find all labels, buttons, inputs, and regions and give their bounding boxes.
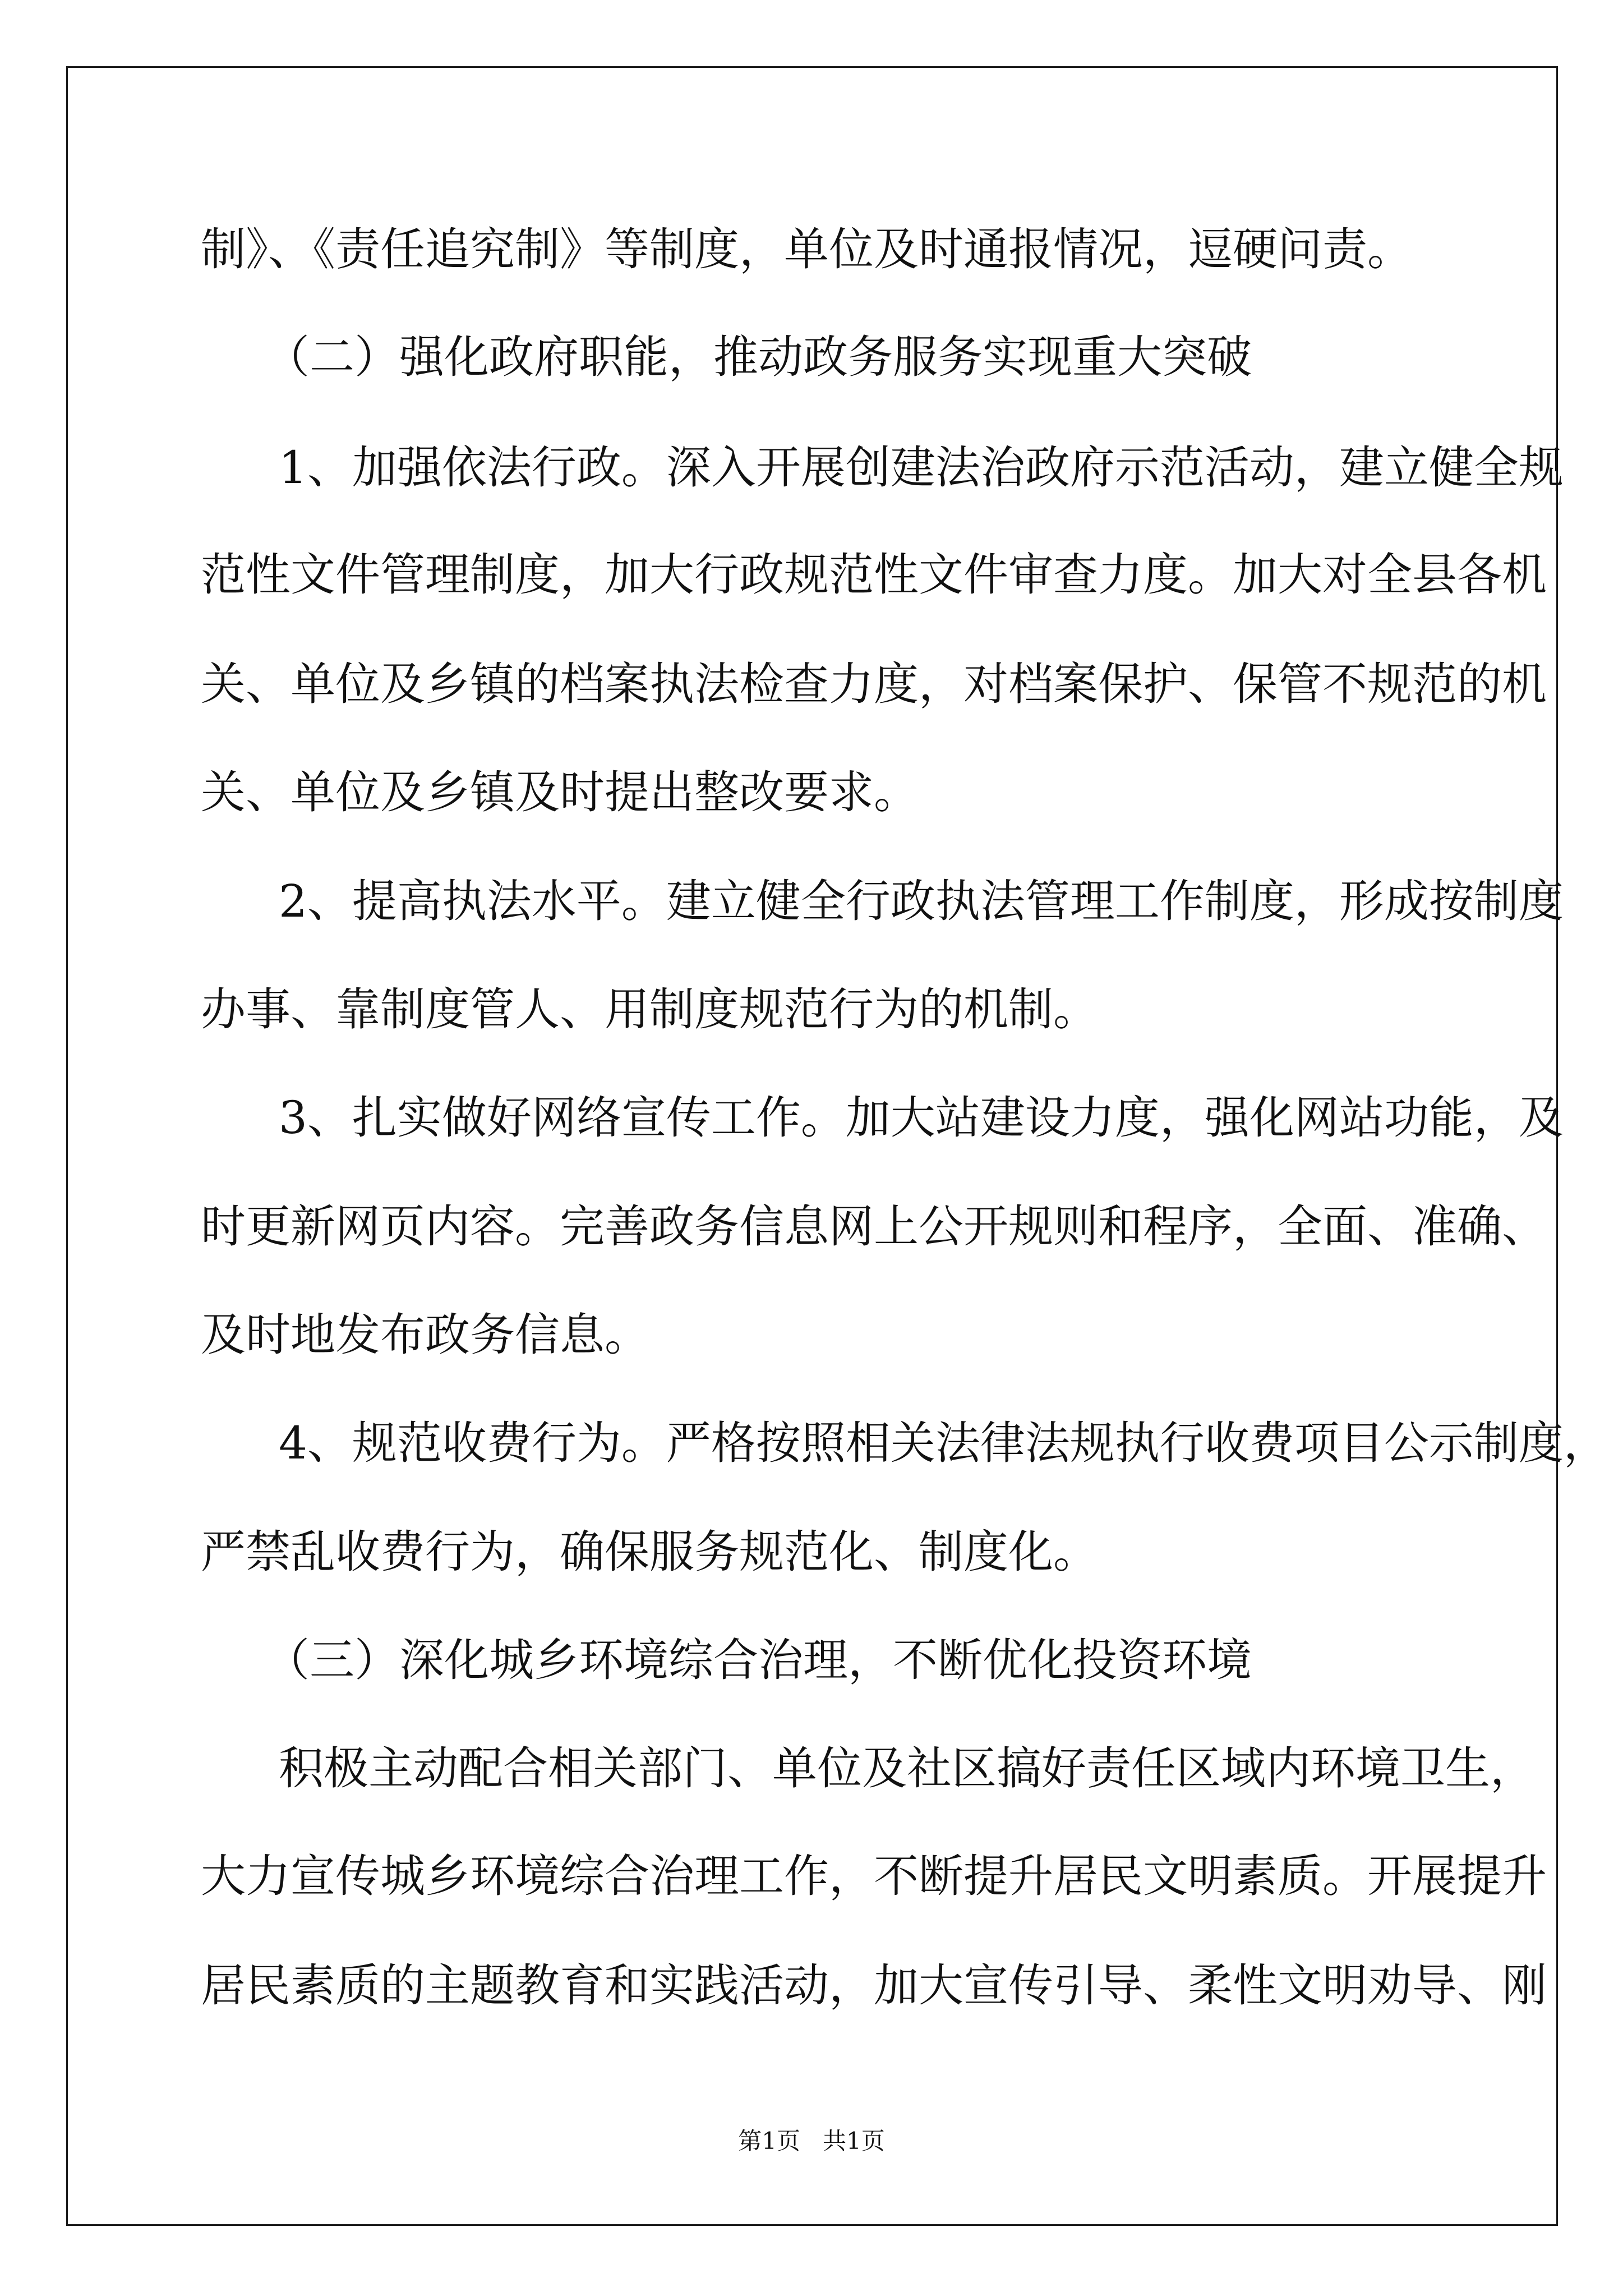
paragraph-line: 2、提高执法水平。建立健全行政执法管理工作制度，形成按制度 [279, 875, 1564, 927]
page-footer [0, 2123, 1623, 2156]
paragraph-line: 及时地发布政务信息。 [201, 1309, 649, 1361]
paragraph-line: 关、单位及乡镇的档案执法检查力度，对档案保护、保管不规范的机 [201, 658, 1547, 710]
page-total: 共1页 [823, 2127, 885, 2155]
section-heading: （二）强化政府职能，推动政务服务实现重大突破 [265, 331, 1252, 383]
paragraph-line: 3、扎实做好网络宣传工作。加大站建设力度，强化网站功能，及 [279, 1092, 1564, 1144]
paragraph-line: 办事、靠制度管人、用制度规范行为的机制。 [201, 983, 1098, 1036]
paragraph-line: 范性文件管理制度，加大行政规范性文件审查力度。加大对全县各机 [201, 549, 1547, 601]
paragraph-line: 4、规范收费行为。严格按照相关法律法规执行收费项目公示制度， [279, 1417, 1608, 1469]
paragraph-line: 关、单位及乡镇及时提出整改要求。 [201, 766, 919, 818]
paragraph-line: 时更新网页内容。完善政务信息网上公开规则和程序，全面、准确、 [201, 1200, 1547, 1253]
paragraph-line: 居民素质的主题教育和实践活动，加大宣传引导、柔性文明劝导、刚 [201, 1959, 1547, 2012]
page-number: 第1页 [738, 2127, 800, 2155]
section-heading: （三）深化城乡环境综合治理，不断优化投资环境 [265, 1634, 1252, 1686]
paragraph-line: 积极主动配合相关部门、单位及社区搞好责任区域内环境卫生， [279, 1742, 1535, 1795]
paragraph-line: 制》、《责任追究制》等制度，单位及时通报情况，逗硬问责。 [201, 223, 1412, 275]
paragraph-line: 严禁乱收费行为，确保服务规范化、制度化。 [201, 1526, 1098, 1578]
paragraph-line: 大力宣传城乡环境综合治理工作，不断提升居民文明素质。开展提升 [201, 1850, 1547, 1902]
paragraph-line: 1、加强依法行政。深入开展创建法治政府示范活动，建立健全规 [279, 441, 1564, 494]
